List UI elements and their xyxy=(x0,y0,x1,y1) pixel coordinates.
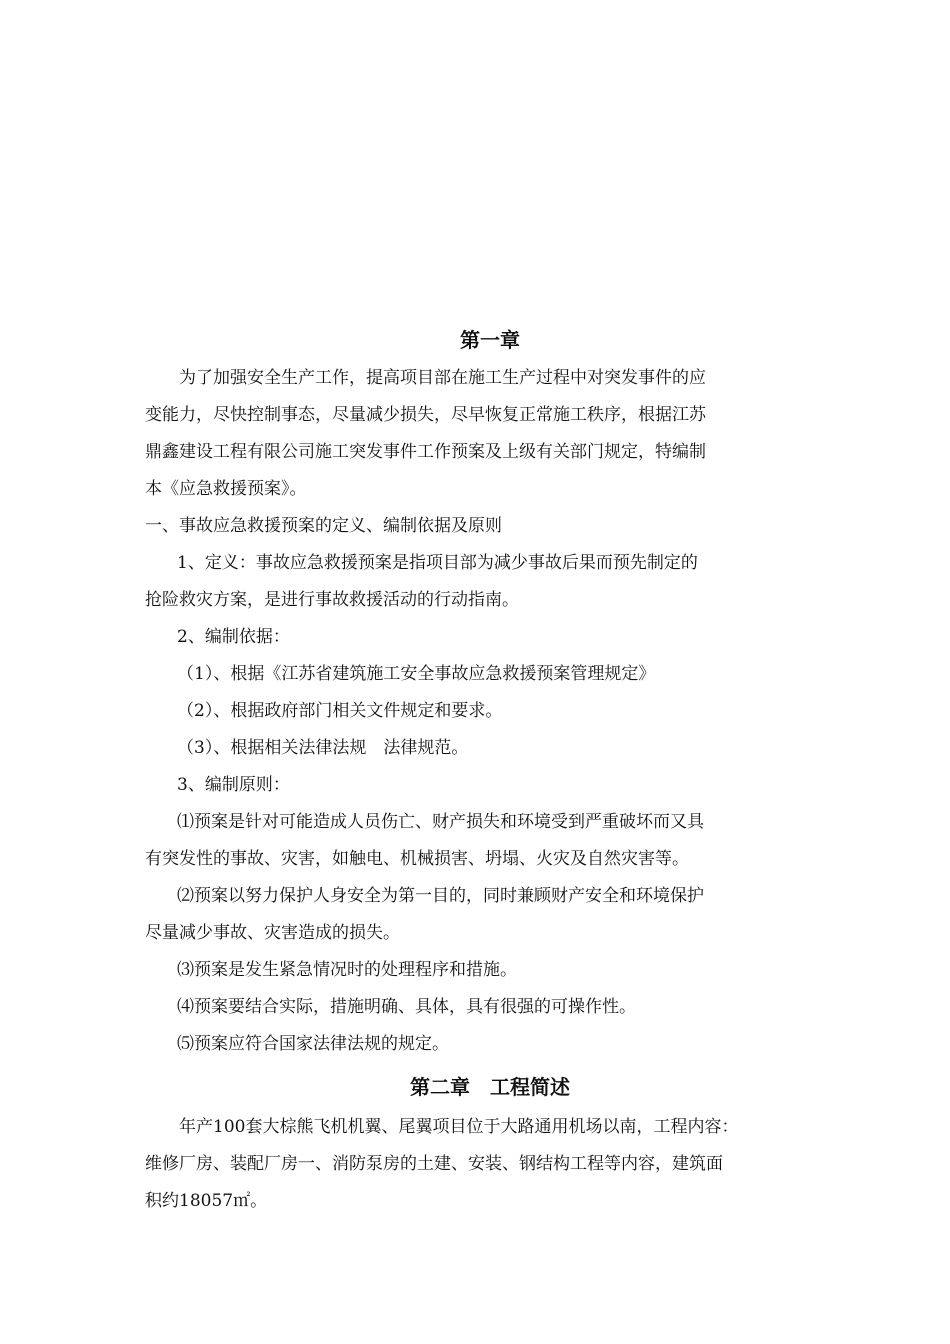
basis-item-3: （3）、根据相关法律法规 法律规范。 xyxy=(177,738,469,758)
section-1-heading: 一、事故应急救援预案的定义、编制依据及原则 xyxy=(145,516,502,536)
chapter-2-title: 第二章 工程简述 xyxy=(410,1075,570,1099)
overview-line-3: 积约18057㎡。 xyxy=(145,1191,268,1211)
overview-line-2: 维修厂房、装配厂房一、消防泵房的土建、安装、钢结构工程等内容，建筑面 xyxy=(145,1154,723,1174)
principle-1-line-2: 有突发性的事故、灾害，如触电、机械损害、坍塌、火灾及自然灾害等。 xyxy=(145,849,689,869)
definition-paragraph xyxy=(145,545,835,619)
basis-item-1: （1）、根据《江苏省建筑施工安全事故应急救援预案管理规定》 xyxy=(177,664,656,684)
principle-1 xyxy=(145,804,835,878)
principle-2-line-2: 尽量减少事故、灾害造成的损失。 xyxy=(145,923,400,943)
intro-line-3: 鼎鑫建设工程有限公司施工突发事件工作预案及上级有关部门规定，特编制 xyxy=(145,442,706,462)
principle-4: ⑷预案要结合实际，措施明确、具体，具有很强的可操作性。 xyxy=(177,997,636,1017)
intro-line-2: 变能力，尽快控制事态，尽量减少损失，尽早恢复正常施工秩序，根据江苏 xyxy=(145,405,706,425)
overview-line-1: 年产100套大棕熊飞机机翼、尾翼项目位于大路通用机场以南，工程内容： xyxy=(179,1117,739,1137)
basis-item-2: （2）、根据政府部门相关文件规定和要求。 xyxy=(177,701,503,721)
document-body xyxy=(145,320,835,1220)
chapter-1-title: 第一章 xyxy=(460,328,520,352)
definition-line-1: 1、定义：事故应急救援预案是指项目部为减少事故后果而预先制定的 xyxy=(177,553,698,573)
principles-heading: 3、编制原则： xyxy=(177,775,290,795)
basis-heading: 2、编制依据： xyxy=(177,627,290,647)
definition-line-2: 抢险救灾方案，是进行事故救援活动的行动指南。 xyxy=(145,590,519,610)
principle-5: ⑸预案应符合国家法律法规的规定。 xyxy=(177,1034,449,1054)
principle-1-line-1: ⑴预案是针对可能造成人员伤亡、财产损失和环境受到严重破坏而又具 xyxy=(177,812,704,832)
project-overview-paragraph xyxy=(145,1109,835,1220)
intro-line-4: 本《应急救援预案》。 xyxy=(145,479,307,499)
principle-3: ⑶预案是发生紧急情况时的处理程序和措施。 xyxy=(177,960,517,980)
intro-line-1: 为了加强安全生产工作，提高项目部在施工生产过程中对突发事件的应 xyxy=(179,368,706,388)
principle-2-line-1: ⑵预案以努力保护人身安全为第一目的，同时兼顾财产安全和环境保护 xyxy=(177,886,704,906)
intro-paragraph xyxy=(145,360,835,508)
principle-2 xyxy=(145,878,835,952)
